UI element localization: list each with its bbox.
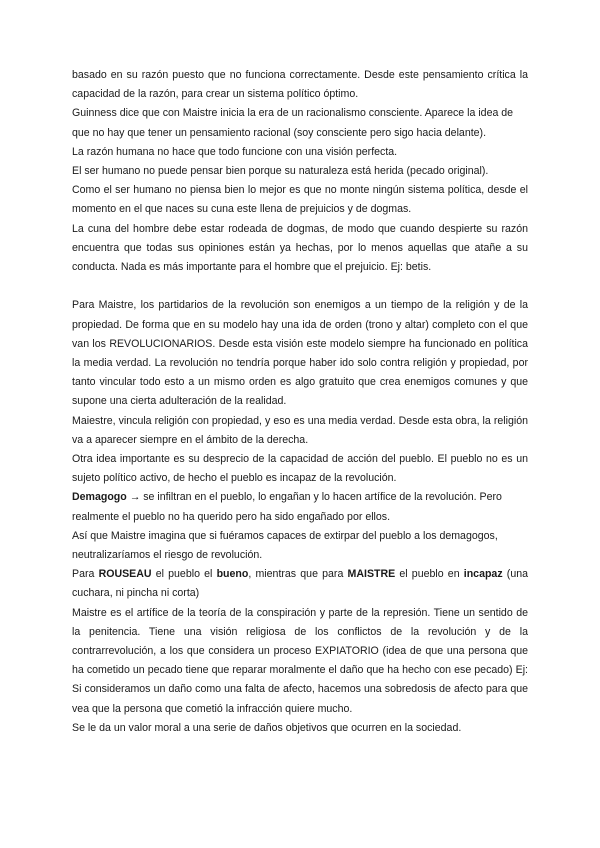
text-segment: (una cuchara, ni pincha ni corta) (72, 568, 529, 600)
text-segment: el pueblo en (395, 568, 464, 581)
term-bueno: bueno (216, 568, 249, 581)
term-incapaz: incapaz (463, 568, 503, 581)
term-maistre: MAISTRE (347, 568, 396, 581)
paragraph-valor-moral: Se le da un valor moral a una serie de daños objetivos que ocurren en la sociedad. (72, 721, 462, 734)
term-demagogo: Demagogo (72, 491, 127, 504)
paragraph-demagogo (72, 488, 528, 526)
paragraph-guinness: Guinness dice que con Maistre inicia la era de un racionalismo consciente. Aparece la idea de que no hay que tener un pensamiento racional (soy consciente pero sigo hacia delante). (72, 107, 514, 139)
paragraph-cuna-del-hombre: La cuna del hombre debe estar rodeada de dogmas, de modo que cuando despierte su razón encuentra que todas sus opiniones están ya hechas, por lo menos aquellas que atañe a su conducta. Nada es más importante para el hombre que el prejuicio. Ej: betis. (72, 222, 528, 274)
text-segment: , mientras que para (248, 568, 348, 581)
text-segment: Para (72, 568, 99, 581)
paragraph-razon-critica: basado en su razón puesto que no funciona correctamente. Desde este pensamiento crítica la capacidad de la razón, para crear un sistema político óptimo. (72, 69, 528, 101)
term-rouseau: ROUSEAU (98, 568, 152, 581)
paragraph-asi-que-maistre: Así que Maistre imagina que si fuéramos capaces de extirpar del pueblo a los demagogos, neutralizaríamos el riesgo de revolución. (72, 529, 498, 562)
arrow-icon: → (126, 491, 144, 504)
paragraph-razon-humana: La razón humana no hace que todo funcione con una visión perfecta. (72, 145, 398, 158)
paragraph-teoria-conspiracion: Maistre es el artífice de la teoría de la conspiración y parte de la represión. Tiene un sentido de la penitencia. Tiene una visión religiosa de los conflictos de la revolución y de la contrarrevolución, a los que considera un proceso EXPIATORIO (idea de que una persona que ha cometido un pecado tiene que reparar moralmente el daño que ha hecho con ese pecado) Ej: Si consideramos un daño como una falta de afecto, hacemos una sobredosis de afecto para que vea que la persona que cometió la infracción quiere mucho. (72, 606, 528, 715)
paragraph-partidarios-revolucion: Para Maistre, los partidarios de la revolución son enemigos a un tiempo de la religión y de la propiedad. De forma que en su modelo hay una ida de orden (trono y altar) completo con el que van los REVOLUCIONARIOS. Desde esta visión este modelo siempre ha funcionado en política la media verdad. La revolución no tendría porque haber ido solo contra religión y propiedad, por tanto vincular todo esto a un mismo orden es algo gratuito que crea enemigos comunes y que supone una cierta adulteración de la realidad. (72, 299, 528, 408)
paragraph-desprecio-pueblo: Otra idea importante es su desprecio de la capacidad de acción del pueblo. El pueblo no es un sujeto político activo, de hecho el pueblo es incapaz de la revolución. (72, 453, 528, 485)
document-page (72, 66, 528, 738)
paragraph-rouseau-maistre (72, 565, 528, 603)
paragraph-gap (72, 277, 528, 296)
paragraph-religion-propiedad: Maiestre, vincula religión con propiedad, y eso es una media verdad. Desde esta obra, la religión va a aparecer siempre en el ámbito de la derecha. (72, 414, 528, 446)
demagogo-text: se infiltran en el pueblo, lo engañan y lo hacen artífice de la revolución. Pero realmente el pueblo no ha querido pero ha sido engañado por ellos. (72, 491, 502, 523)
text-segment: el pueblo el (151, 568, 217, 581)
paragraph-pecado-original: El ser humano no puede pensar bien porque su naturaleza está herida (pecado original). (72, 165, 489, 178)
paragraph-prejuicios-dogmas: Como el ser humano no piensa bien lo mejor es que no monte ningún sistema política, desde el momento en el que naces su cuna este llena de prejuicios y de dogmas. (72, 184, 528, 216)
